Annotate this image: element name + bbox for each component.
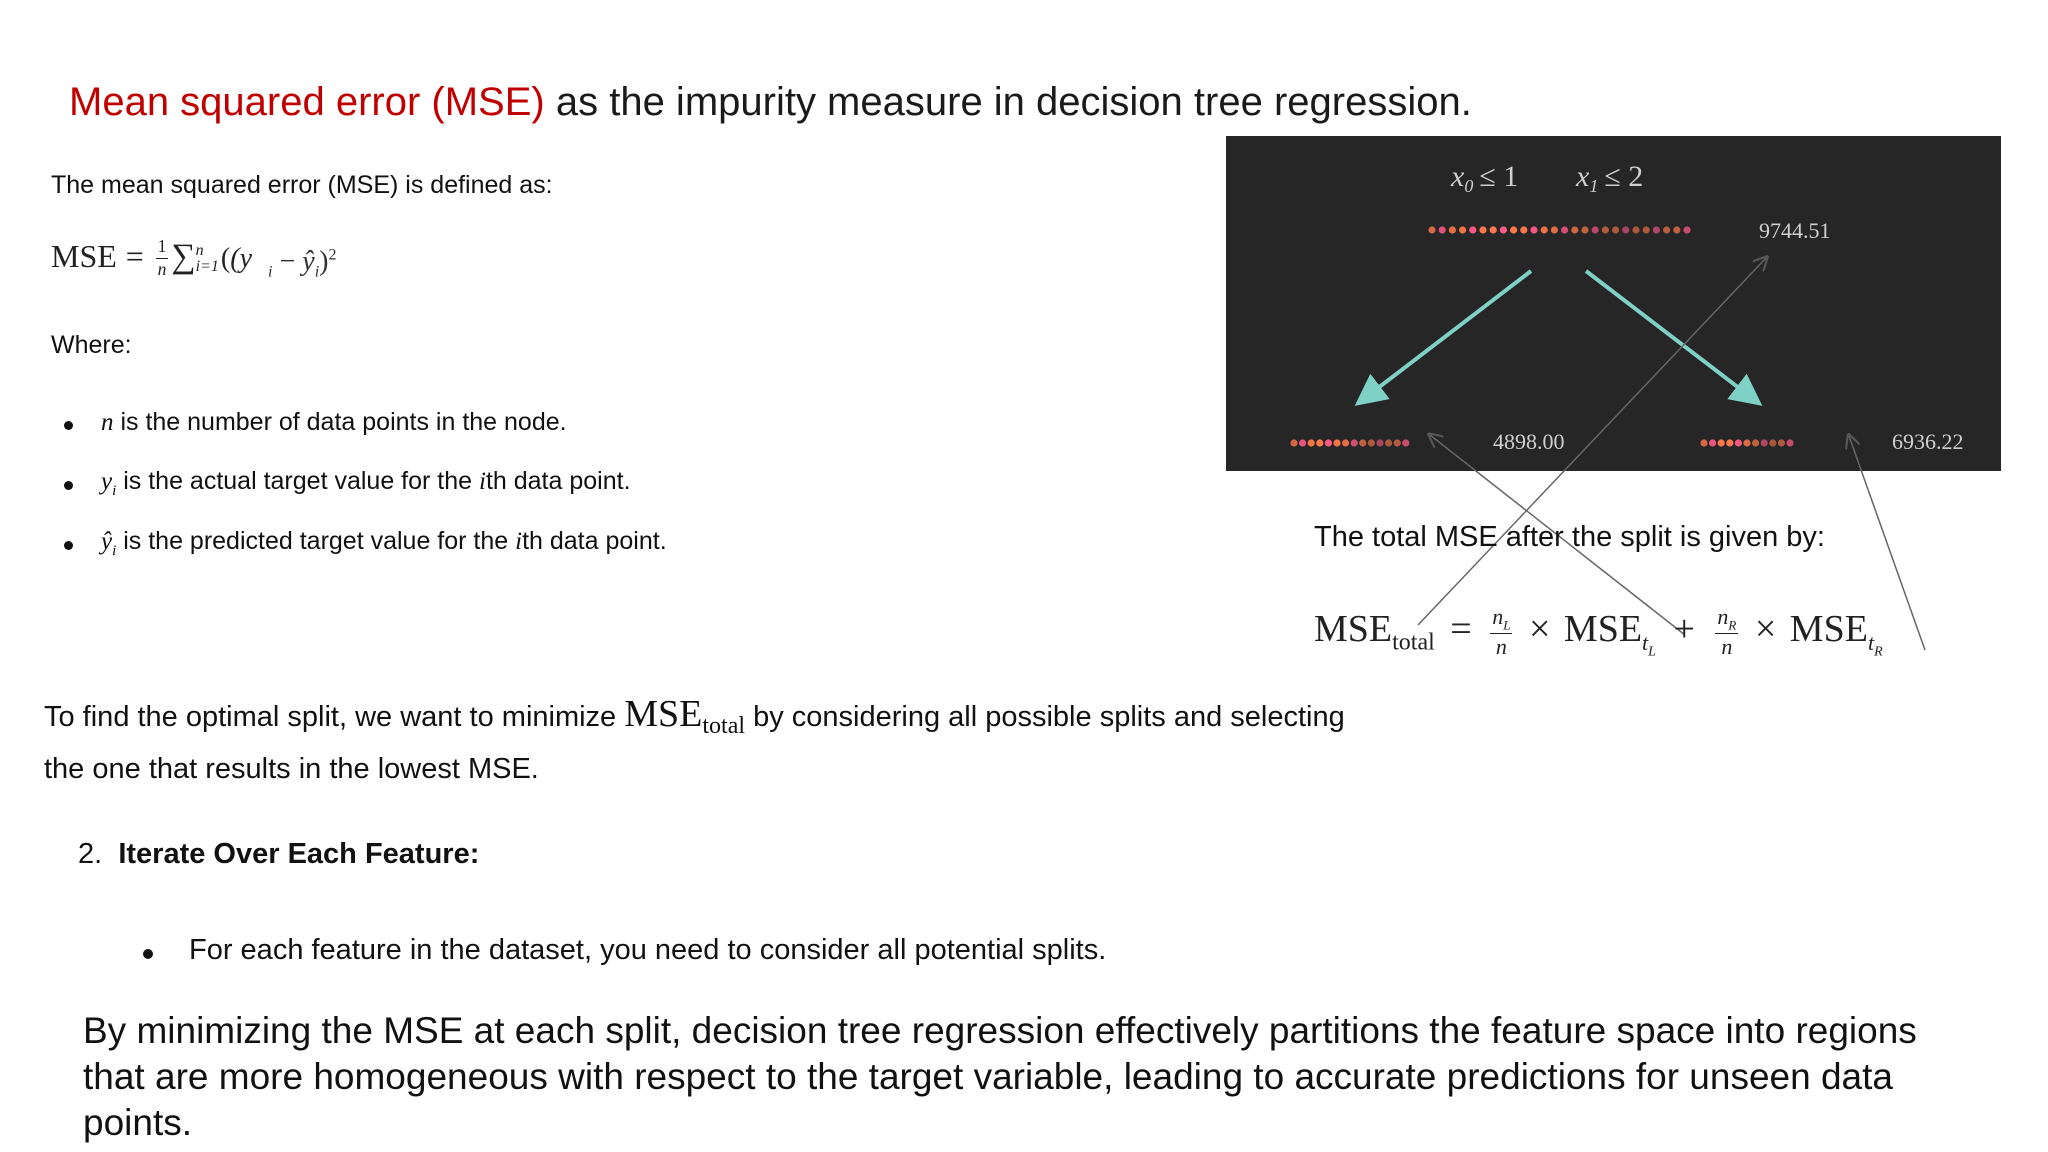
bullet-n: n is the number of data points in the node. <box>101 408 567 436</box>
optimal-split-line1: To find the optimal split, we want to minimize $MSE_{total}$ by considering all possible splits and selecting <box>44 693 1345 739</box>
title-accent: Mean squared error (MSE) <box>69 80 545 124</box>
total-mse-intro: The total MSE after the split is given by: <box>1314 521 1825 553</box>
bullet-yhat: $ŷ_i$ is the predicted target value for the ith data point. <box>101 527 667 559</box>
mse-formula: MSE = $\frac{1}{n}$ ∑ n i=1 ((y <box>51 236 253 280</box>
conclusion-paragraph: By minimizing the MSE at each split, decision tree regression effectively partitions the feature space into regions that are more homogeneous with respect to the target variable, leading to accurate predictions for unseen data points. <box>83 1010 1917 1143</box>
total-mse-formula: $MSE_{total}$ = $\frac{n_L}{n}$ × $MSE_{t_L}$ + $\frac{n_R}{n}$ × $MSE_{t_R}$ <box>1314 604 1883 660</box>
step2-heading: 2. Iterate Over Each Feature: <box>78 838 480 870</box>
annotation-arrow-root <box>1418 258 1766 625</box>
definition-intro: The mean squared error (MSE) is defined as: <box>51 171 553 199</box>
title-rest: as the impurity measure in decision tree regression. <box>544 80 1472 124</box>
bullet-dot <box>143 949 153 959</box>
right-mse-value: 6936.22 <box>1892 429 1964 454</box>
bullet-y: $y_i$ is the actual target value for the ith data point. <box>101 467 631 499</box>
split-condition-a: $x_0 \le 1$ <box>1451 160 1519 196</box>
split-condition-b: $x_1 \le 2$ <box>1576 160 1644 196</box>
where-label: Where: <box>51 331 132 359</box>
optimal-split-line2: the one that results in the lowest MSE. <box>44 753 539 785</box>
step2-bullet: For each feature in the dataset, you need to consider all potential splits. <box>189 934 1107 966</box>
root-mse-value: 9744.51 <box>1759 218 1831 243</box>
left-mse-value: 4898.00 <box>1493 429 1565 454</box>
mse-formula-tail: $_i - ŷ_i)^2$ <box>268 246 337 281</box>
